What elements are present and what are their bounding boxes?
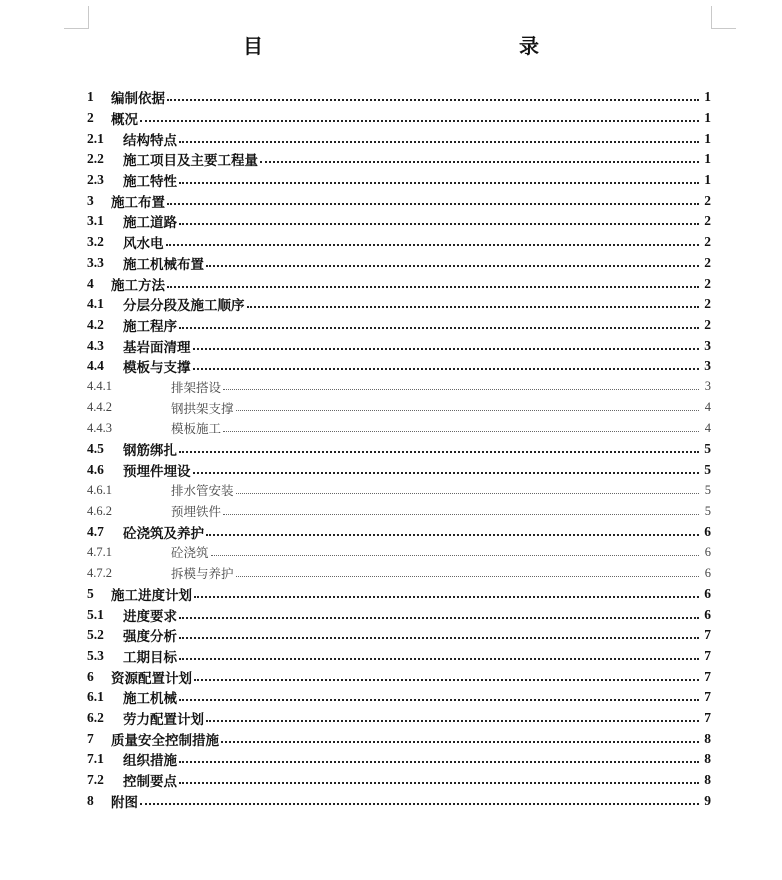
- toc-entry[interactable]: [87, 521, 711, 542]
- toc-entry-label: 施工布置: [111, 194, 165, 211]
- toc-entry-label: 砼浇筑及养护: [123, 525, 204, 542]
- toc-entry-label: 模板与支撑: [123, 360, 191, 377]
- toc-entry-number: 2.3: [87, 172, 104, 188]
- toc-entry[interactable]: [87, 625, 711, 646]
- toc-entry-page-number: 8: [704, 751, 711, 767]
- toc-dot-leader: [179, 327, 699, 329]
- toc-dot-leader: [166, 244, 700, 246]
- toc-entry-number: 6.2: [87, 709, 104, 725]
- toc-entry-number: 4.4.3: [87, 420, 112, 435]
- toc-entry-page-number: 5: [704, 482, 711, 497]
- toc-dot-leader: [179, 761, 699, 763]
- toc-entry-label: 资源配置计划: [111, 670, 192, 687]
- toc-list: [87, 87, 711, 811]
- toc-entry-label: 钢筋绑扎: [123, 443, 177, 460]
- toc-entry[interactable]: [87, 542, 711, 563]
- toc-entry[interactable]: [87, 87, 711, 108]
- toc-entry[interactable]: [87, 790, 711, 811]
- toc-entry-number: 3.1: [87, 213, 104, 229]
- toc-entry-label: 钢拱架支撑: [171, 400, 234, 416]
- toc-entry-page-number: 2: [704, 254, 711, 270]
- toc-entry[interactable]: [87, 335, 711, 356]
- toc-entry[interactable]: [87, 459, 711, 480]
- toc-dot-leader: [179, 782, 699, 784]
- toc-entry-label: 排架搭设: [171, 379, 222, 395]
- toc-entry-page-number: 6: [704, 544, 711, 559]
- toc-dot-leader: [194, 679, 699, 681]
- toc-entry-label: 组织措施: [123, 753, 177, 770]
- toc-entry-label: 施工程序: [123, 318, 177, 335]
- toc-entry-number: 4.4: [87, 358, 104, 374]
- toc-entry-label: 施工方法: [111, 277, 165, 294]
- toc-entry-page-number: 4: [704, 420, 711, 435]
- toc-entry-label: 概况: [111, 112, 138, 129]
- toc-entry-page-number: 8: [704, 772, 711, 788]
- toc-entry-number: 5.1: [87, 606, 104, 622]
- toc-entry-number: 4.6.2: [87, 503, 112, 518]
- toc-dot-leader: [206, 265, 699, 267]
- toc-entry-number: 6: [87, 668, 94, 684]
- toc-entry-page-number: 3: [704, 358, 711, 374]
- toc-entry-label: 模板施工: [171, 421, 222, 437]
- toc-entry-number: 4.7.2: [87, 565, 112, 580]
- toc-entry[interactable]: [87, 356, 711, 377]
- toc-entry-label: 分层分段及施工顺序: [123, 298, 245, 315]
- toc-entry-label: 施工道路: [123, 215, 177, 232]
- toc-entry-number: 4.6: [87, 461, 104, 477]
- toc-dot-leader: [179, 699, 699, 701]
- toc-entry-page-number: 7: [704, 627, 711, 643]
- toc-entry-number: 3.3: [87, 254, 104, 270]
- toc-entry-label: 基岩面清理: [123, 339, 191, 356]
- toc-dot-leader: [236, 493, 699, 494]
- toc-entry-page-number: 2: [704, 192, 711, 208]
- toc-entry-page-number: 7: [704, 647, 711, 663]
- toc-entry-label: 强度分析: [123, 629, 177, 646]
- toc-dot-leader: [167, 99, 699, 101]
- toc-entry-page-number: 7: [704, 689, 711, 705]
- toc-entry-number: 5.2: [87, 627, 104, 643]
- toc-dot-leader: [193, 472, 700, 474]
- toc-entry-page-number: 1: [704, 130, 711, 146]
- toc-entry-page-number: 2: [704, 316, 711, 332]
- toc-entry[interactable]: [87, 501, 711, 522]
- toc-dot-leader: [221, 741, 699, 743]
- toc-dot-leader: [194, 596, 699, 598]
- toc-entry-number: 4.2: [87, 316, 104, 332]
- toc-dot-leader: [247, 306, 700, 308]
- toc-entry-number: 4.5: [87, 441, 104, 457]
- toc-entry-label: 排水管安装: [171, 483, 234, 499]
- toc-dot-leader: [140, 120, 699, 122]
- toc-entry-page-number: 3: [704, 337, 711, 353]
- toc-entry-number: 2: [87, 110, 94, 126]
- toc-entry[interactable]: [87, 728, 711, 749]
- toc-entry-number: 4.4.1: [87, 379, 112, 394]
- toc-entry-label: 预埋铁件: [171, 504, 222, 520]
- toc-entry[interactable]: [87, 190, 711, 211]
- toc-entry-label: 施工进度计划: [111, 587, 192, 604]
- toc-entry-label: 施工机械布置: [123, 256, 204, 273]
- toc-entry-label: 劳力配置计划: [123, 711, 204, 728]
- toc-entry-page-number: 5: [704, 461, 711, 477]
- toc-entry-number: 4.4.2: [87, 400, 112, 415]
- toc-entry-number: 1: [87, 89, 94, 105]
- toc-entry[interactable]: [87, 149, 711, 170]
- toc-entry-page-number: 2: [704, 234, 711, 250]
- toc-entry-label: 控制要点: [123, 774, 177, 791]
- toc-entry-number: 8: [87, 792, 94, 808]
- toc-entry-page-number: 6: [704, 585, 711, 601]
- toc-entry-number: 5: [87, 585, 94, 601]
- toc-entry-number: 7.1: [87, 751, 104, 767]
- toc-entry-number: 4.7.1: [87, 544, 112, 559]
- toc-dot-leader: [179, 658, 699, 660]
- toc-entry-number: 4.1: [87, 296, 104, 312]
- toc-entry[interactable]: [87, 770, 711, 791]
- page-corner-mark-right: [711, 6, 736, 29]
- toc-entry-number: 5.3: [87, 647, 104, 663]
- toc-entry[interactable]: [87, 232, 711, 253]
- toc-entry-page-number: 6: [704, 606, 711, 622]
- toc-entry-label: 施工机械: [123, 691, 177, 708]
- toc-entry-page-number: 1: [704, 151, 711, 167]
- toc-entry-label: 施工项目及主要工程量: [123, 153, 258, 170]
- toc-entry-number: 6.1: [87, 689, 104, 705]
- toc-entry[interactable]: [87, 708, 711, 729]
- toc-entry-page-number: 1: [704, 110, 711, 126]
- toc-dot-leader: [179, 637, 699, 639]
- toc-dot-leader: [211, 555, 699, 556]
- toc-entry-page-number: 2: [704, 213, 711, 229]
- toc-entry[interactable]: [87, 584, 711, 605]
- toc-entry-number: 4.6.1: [87, 482, 112, 497]
- toc-entry-label: 附图: [111, 794, 138, 811]
- toc-entry[interactable]: [87, 563, 711, 584]
- toc-entry-number: 2.1: [87, 130, 104, 146]
- toc-entry[interactable]: [87, 397, 711, 418]
- toc-dot-leader: [193, 348, 700, 350]
- toc-title: 目 录: [243, 34, 611, 58]
- toc-entry-label: 质量安全控制措施: [111, 732, 219, 749]
- toc-dot-leader: [179, 141, 699, 143]
- toc-entry[interactable]: [87, 128, 711, 149]
- toc-entry-page-number: 9: [704, 792, 711, 808]
- toc-dot-leader: [179, 451, 699, 453]
- toc-dot-leader: [223, 514, 699, 515]
- toc-entry-label: 施工特性: [123, 174, 177, 191]
- toc-entry-page-number: 5: [704, 503, 711, 518]
- toc-dot-leader: [236, 410, 699, 411]
- toc-dot-leader: [179, 182, 699, 184]
- toc-entry[interactable]: [87, 646, 711, 667]
- toc-entry-number: 7.2: [87, 772, 104, 788]
- toc-entry-page-number: 3: [704, 379, 711, 394]
- toc-entry-label: 拆模与养护: [171, 566, 234, 582]
- toc-dot-leader: [236, 576, 699, 577]
- toc-entry[interactable]: [87, 273, 711, 294]
- toc-entry-number: 7: [87, 730, 94, 746]
- toc-dot-leader: [260, 161, 699, 163]
- toc-dot-leader: [193, 368, 700, 370]
- toc-entry-page-number: 1: [704, 89, 711, 105]
- toc-entry[interactable]: [87, 211, 711, 232]
- toc-entry-label: 进度要求: [123, 608, 177, 625]
- toc-entry-page-number: 6: [704, 565, 711, 580]
- toc-entry-page-number: 7: [704, 668, 711, 684]
- toc-entry-label: 结构特点: [123, 132, 177, 149]
- toc-entry-number: 2.2: [87, 151, 104, 167]
- toc-entry[interactable]: [87, 666, 711, 687]
- toc-entry[interactable]: [87, 108, 711, 129]
- toc-dot-leader: [206, 720, 699, 722]
- toc-entry-page-number: 8: [704, 730, 711, 746]
- toc-entry-number: 4.7: [87, 523, 104, 539]
- toc-entry[interactable]: [87, 418, 711, 439]
- toc-entry[interactable]: [87, 253, 711, 274]
- toc-entry[interactable]: [87, 439, 711, 460]
- page-corner-mark-left: [64, 6, 89, 29]
- toc-entry-number: 4: [87, 275, 94, 291]
- toc-dot-leader: [167, 286, 699, 288]
- toc-entry[interactable]: [87, 377, 711, 398]
- toc-entry-page-number: 2: [704, 296, 711, 312]
- toc-entry-page-number: 1: [704, 172, 711, 188]
- toc-entry-label: 风水电: [123, 236, 164, 253]
- toc-entry-page-number: 2: [704, 275, 711, 291]
- toc-dot-leader: [140, 803, 699, 805]
- toc-entry-page-number: 6: [704, 523, 711, 539]
- toc-entry-number: 3.2: [87, 234, 104, 250]
- toc-entry-label: 工期目标: [123, 649, 177, 666]
- toc-dot-leader: [167, 203, 699, 205]
- toc-entry[interactable]: [87, 604, 711, 625]
- toc-entry-label: 预埋件埋设: [123, 463, 191, 480]
- toc-entry[interactable]: [87, 480, 711, 501]
- toc-entry[interactable]: [87, 170, 711, 191]
- toc-entry-number: 4.3: [87, 337, 104, 353]
- toc-dot-leader: [206, 534, 699, 536]
- toc-entry-number: 3: [87, 192, 94, 208]
- toc-dot-leader: [223, 431, 699, 432]
- toc-entry-page-number: 7: [704, 709, 711, 725]
- toc-entry[interactable]: [87, 687, 711, 708]
- toc-entry-label: 编制依据: [111, 91, 165, 108]
- toc-entry-page-number: 5: [704, 441, 711, 457]
- toc-entry[interactable]: [87, 315, 711, 336]
- toc-entry-label: 砼浇筑: [171, 545, 209, 561]
- toc-entry[interactable]: [87, 294, 711, 315]
- toc-dot-leader: [179, 223, 699, 225]
- toc-entry[interactable]: [87, 749, 711, 770]
- toc-entry-page-number: 4: [704, 400, 711, 415]
- toc-dot-leader: [179, 617, 699, 619]
- toc-dot-leader: [223, 389, 699, 390]
